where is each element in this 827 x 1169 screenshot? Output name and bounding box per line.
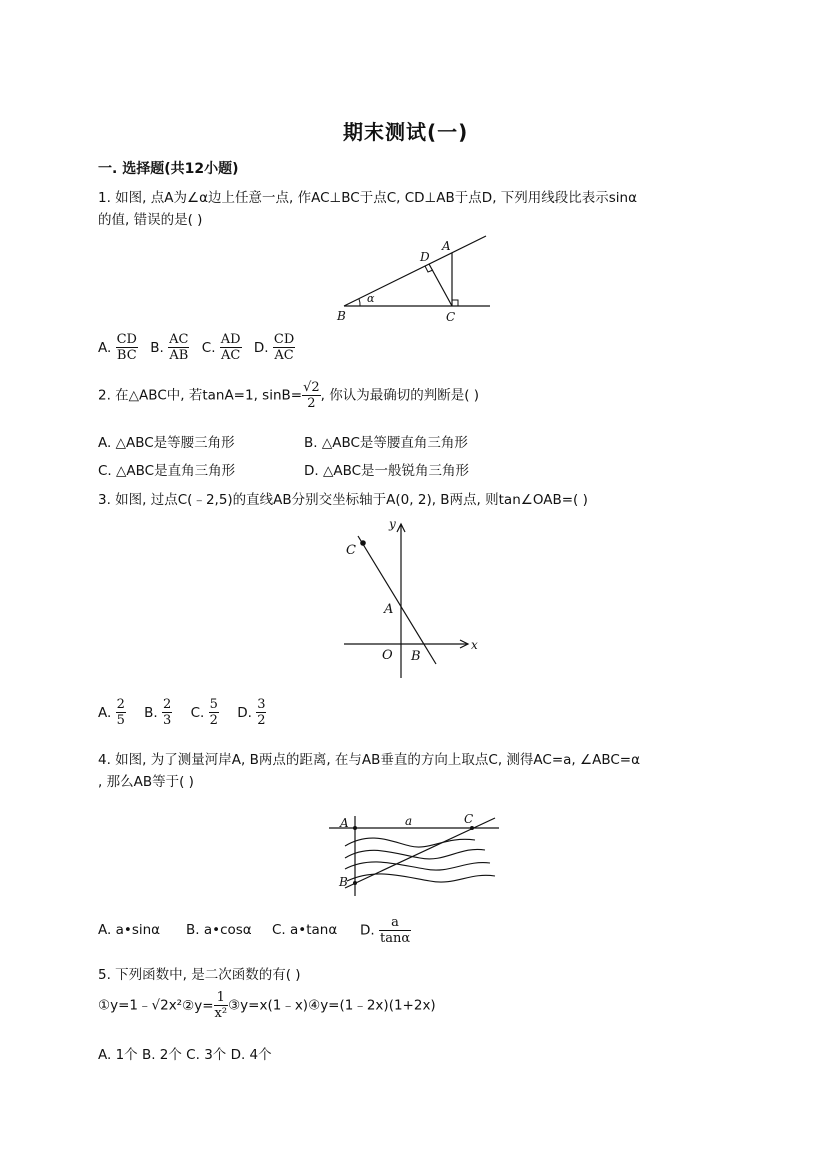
q4-label-a: A	[340, 816, 349, 830]
q5-functions	[98, 990, 436, 1021]
q4-option-b[interactable]: B. a•cosα	[186, 922, 252, 938]
q3-question: 3. 如图, 过点C(﹣2,5)的直线AB分别交坐标轴于A(0, 2), B两点, 则tan∠OAB=( )	[98, 492, 588, 508]
q4-text-line1: 4. 如图, 为了测量河岸A, B两点的距离, 在与AB垂直的方向上取点C, 测得AC=a, ∠ABC=α	[98, 752, 641, 768]
q1-label-b: B	[337, 309, 346, 323]
q3-option-b[interactable]: B. $\frac{2}{3}$	[144, 697, 172, 728]
q5-item-4: ④y=(1﹣2x)(1+2x)	[308, 997, 436, 1014]
q3-label-c: C	[346, 543, 356, 558]
section-heading: 一. 选择题(共12小题)	[98, 161, 239, 177]
q5-question: 5. 下列函数中, 是二次函数的有( )	[98, 967, 301, 983]
q3-label-x: x	[471, 638, 478, 652]
q1-label-a: A	[442, 239, 451, 253]
q5-item-2: ②y= $\frac{1}{\text{x²}}$	[182, 990, 228, 1021]
q4-label-b: B	[339, 875, 348, 889]
q3-option-a[interactable]: A. $\frac{2}{5}$	[98, 697, 125, 728]
q4-option-d[interactable]: D. $\frac{a}{\tan\alpha}$	[360, 915, 411, 946]
q4-option-c[interactable]: C. a•tanα	[272, 922, 338, 938]
q3-label-a: A	[384, 602, 394, 617]
q3-label-y: y	[389, 517, 396, 531]
q4-text-line2: , 那么AB等于( )	[98, 774, 194, 790]
q1-triangle-figure	[330, 230, 500, 325]
q3-label-o: O	[382, 648, 393, 663]
q1-option-d[interactable]: D. $\frac{CD}{AC}$	[253, 332, 295, 363]
q3-options	[98, 697, 274, 728]
page-title: 期末测试(一)	[343, 120, 469, 144]
q1-option-a[interactable]: A. $\frac{CD}{BC}$	[98, 332, 137, 363]
q3-option-d[interactable]: D. $\frac{3}{2}$	[237, 697, 266, 728]
q1-options	[98, 332, 303, 363]
q5-options[interactable]: A. 1个 B. 2个 C. 3个 D. 4个	[98, 1047, 272, 1063]
q1-text-line2: 的值, 错误的是( )	[98, 212, 203, 228]
q2-option-b[interactable]: B. △ABC是等腰直角三角形	[304, 435, 468, 451]
q3-coordinate-figure	[338, 516, 488, 681]
q1-option-b[interactable]: B. $\frac{AC}{AB}$	[150, 332, 189, 363]
q2-option-c[interactable]: C. △ABC是直角三角形	[98, 463, 236, 479]
q3-label-b: B	[411, 649, 421, 664]
q4-option-a[interactable]: A. a•sinα	[98, 922, 161, 938]
q5-item-1: ①y=1﹣√2x²	[98, 997, 183, 1014]
q4-label-small-a: a	[405, 814, 413, 828]
q4-label-c: C	[464, 812, 474, 826]
q1-label-c: C	[446, 310, 456, 324]
q2-option-d[interactable]: D. △ABC是一般锐角三角形	[304, 463, 470, 479]
q3-option-c[interactable]: C. $\frac{5}{2}$	[190, 697, 218, 728]
q5-item-3: ③y=x(1﹣x)	[228, 997, 309, 1014]
q2-question: 2. 在△ABC中, 若tanA=1, sinB= $\frac{√2}{2}$ , 你认为最确切的判断是( )	[98, 380, 480, 411]
q1-label-d: D	[420, 250, 430, 264]
q1-label-alpha: α	[367, 292, 375, 305]
q4-river-figure	[325, 806, 505, 901]
q2-option-a[interactable]: A. △ABC是等腰三角形	[98, 435, 235, 451]
q1-text-line1: 1. 如图, 点A为∠α边上任意一点, 作AC⊥BC于点C, CD⊥AB于点D, 下列用线段比表示sinα	[98, 190, 638, 206]
q1-option-c[interactable]: C. $\frac{AD}{AC}$	[201, 332, 241, 363]
